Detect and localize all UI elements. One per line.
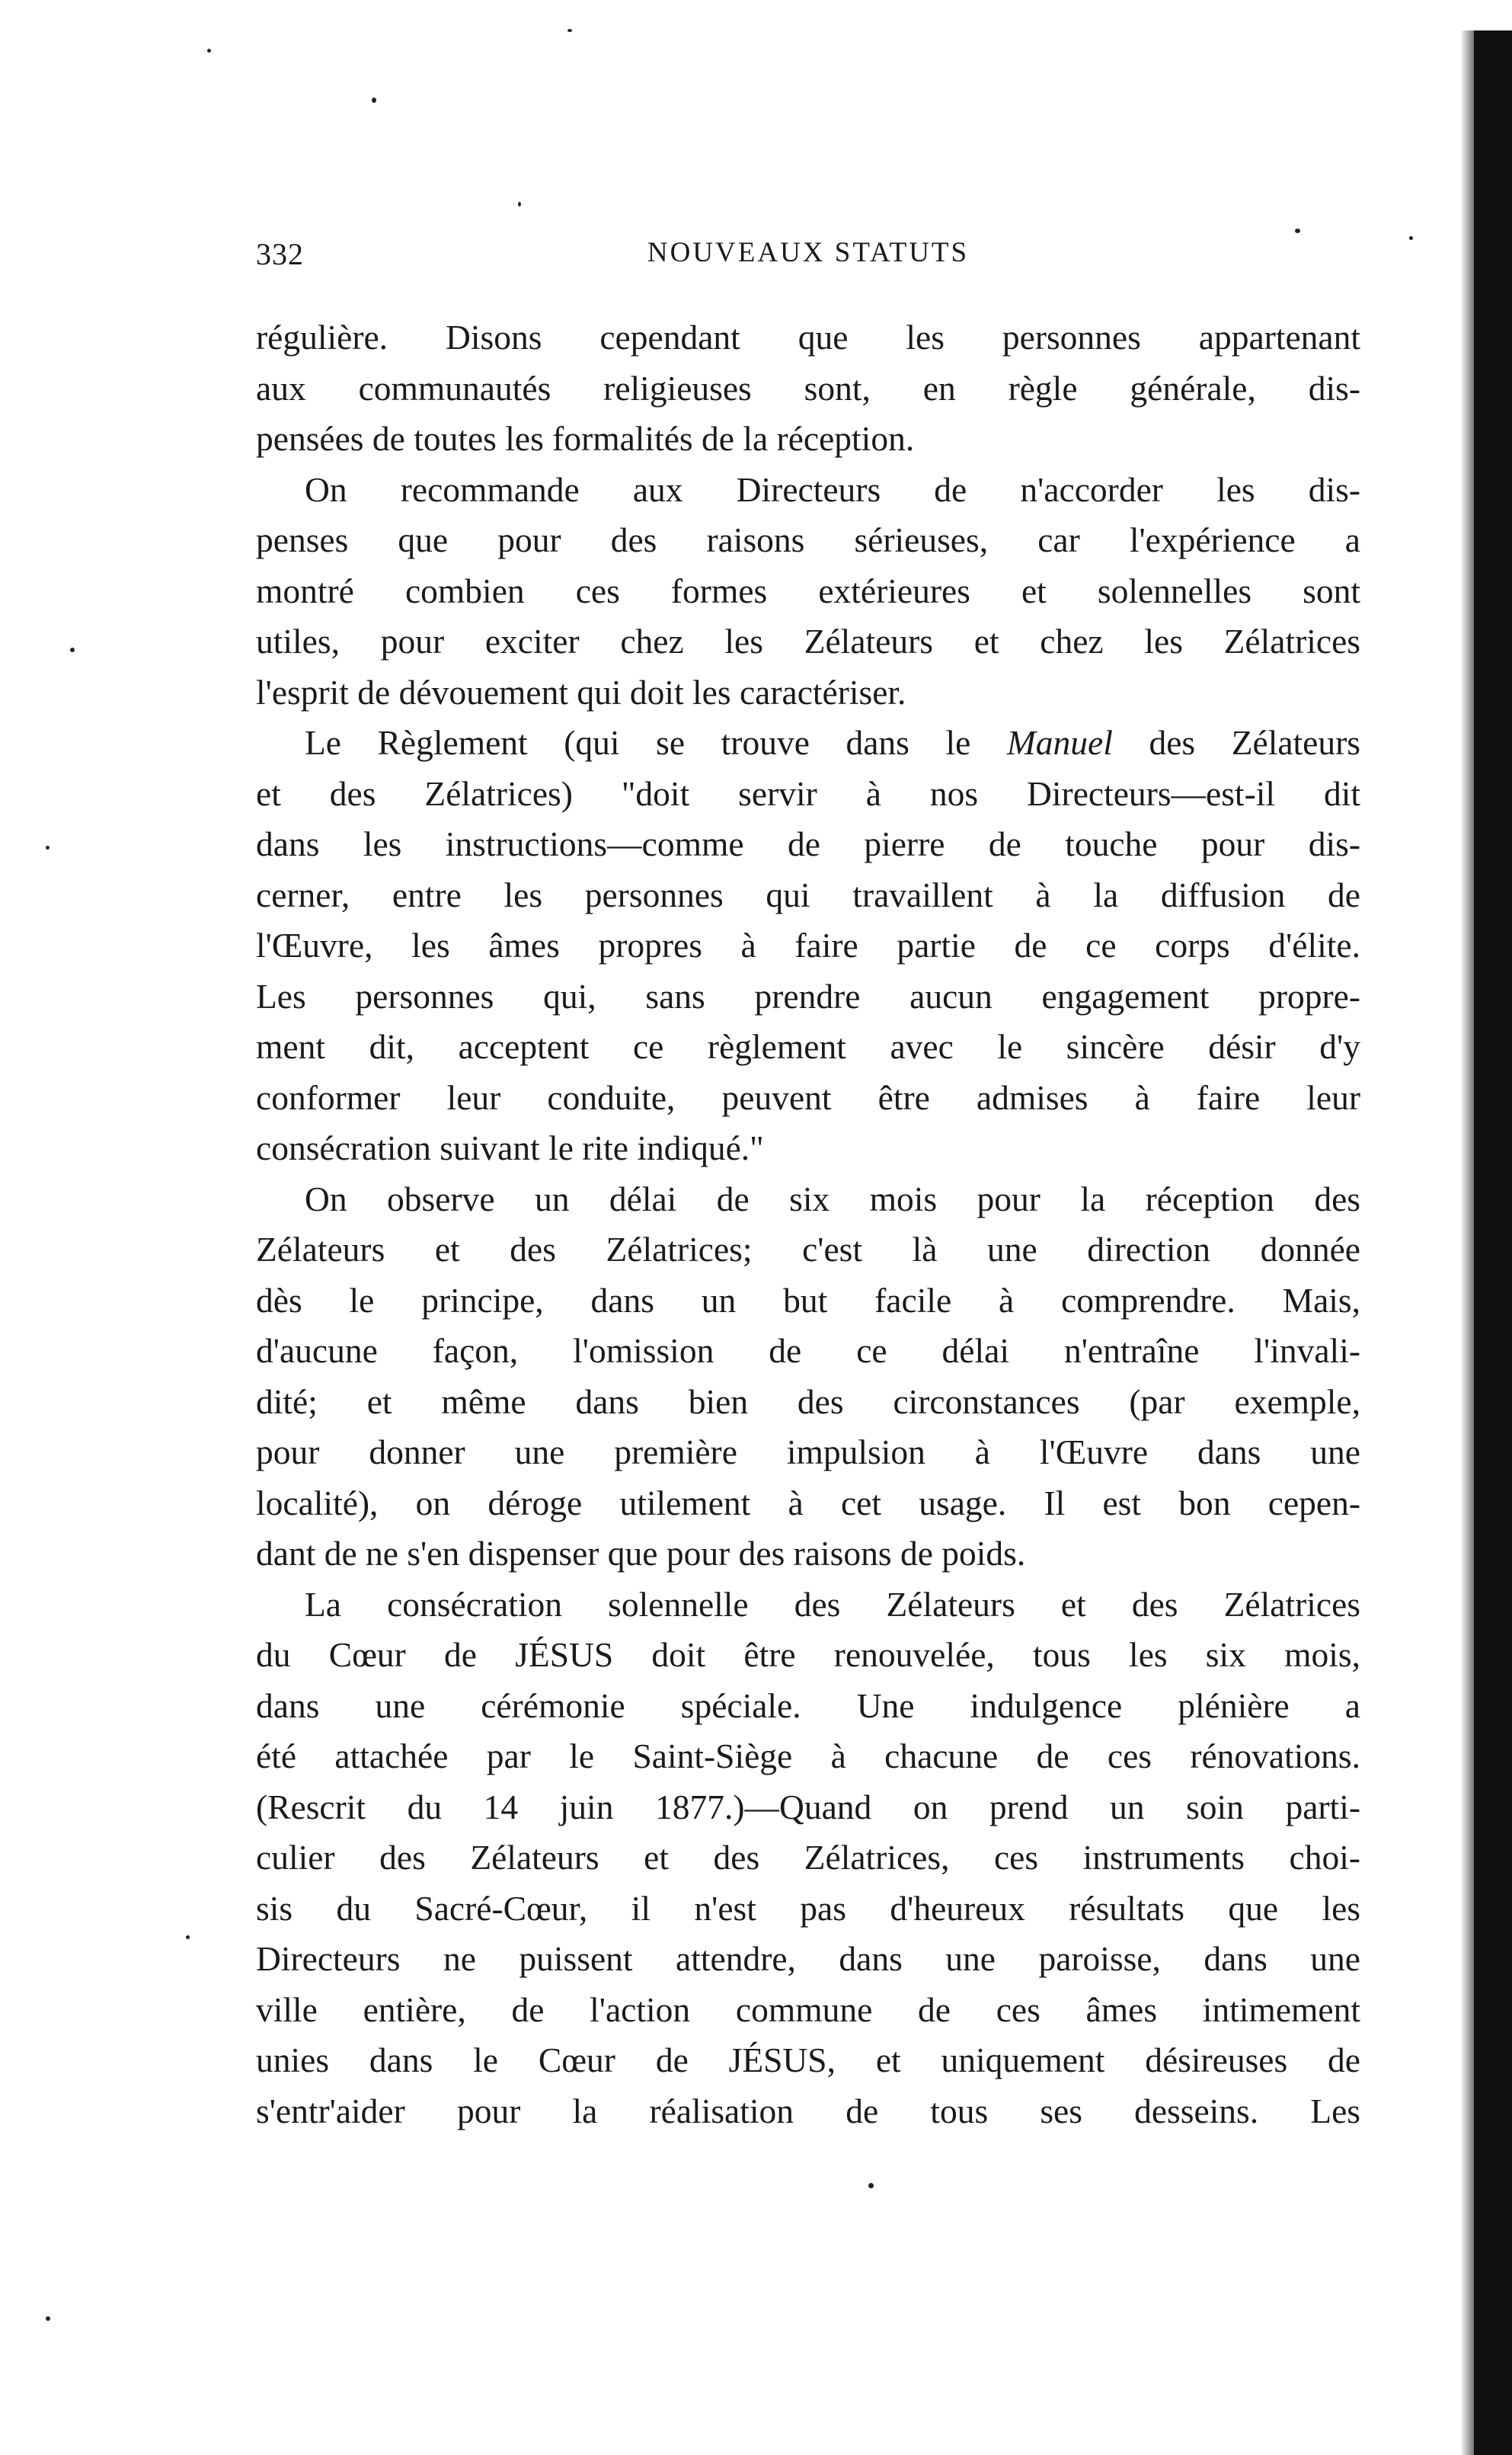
text-line: culier des Zélateurs et des Zélatrices, ces instruments choi- (256, 1838, 1360, 1877)
text-line: utiles, pour exciter chez les Zélateurs et chez les Zélatrices (256, 622, 1360, 661)
text-line: cerner, entre les personnes qui travaillent à la diffusion de (256, 875, 1360, 914)
text-line: été attachée par le Saint-Siège à chacune de ces rénovations. (256, 1736, 1360, 1775)
text-line: conformer leur conduite, peuvent être admises à faire leur (256, 1077, 1360, 1117)
scan-speck (207, 49, 211, 53)
text-line: Les personnes qui, sans prendre aucun engagement propre- (256, 976, 1360, 1016)
scan-shadow-edge (1474, 30, 1512, 2455)
page-header (256, 236, 1360, 282)
scan-speck (1295, 229, 1300, 233)
text-line: pensées de toutes les formalités de la réception. (256, 419, 915, 458)
text-line: On observe un délai de six mois pour la réception des (305, 1179, 1360, 1218)
text-line: Le Règlement (qui se trouve dans le Manuel des Zélateurs (305, 723, 1360, 762)
text-line: dans les instructions—comme de pierre de touche pour dis- (256, 824, 1360, 863)
text-line: l'esprit de dévouement qui doit les caractériser. (256, 672, 906, 712)
text-line: Directeurs ne puissent attendre, dans une paroisse, dans une (256, 1939, 1360, 1978)
text-line: ville entière, de l'action commune de ces âmes intimement (256, 1989, 1360, 2029)
scan-speck (868, 2183, 874, 2188)
text-line: aux communautés religieuses sont, en règle générale, dis- (256, 368, 1360, 408)
text-line: du Cœur de JÉSUS doit être renouvelée, tous les six mois, (256, 1635, 1360, 1674)
paragraph (256, 718, 1360, 1174)
paragraph (256, 465, 1360, 719)
text-line: On recommande aux Directeurs de n'accorder les dis- (305, 469, 1360, 509)
text-line: consécration suivant le rite indiqué." (256, 1128, 764, 1167)
text-line: s'entr'aider pour la réalisation de tous ses desseins. Les (256, 2091, 1360, 2130)
scan-speck (372, 98, 376, 103)
text-line: dès le principe, dans un but facile à comprendre. Mais, (256, 1280, 1360, 1320)
scan-speck (186, 1935, 190, 1939)
paragraph (256, 1174, 1360, 1580)
text-line: et des Zélatrices) "doit servir à nos Directeurs—est-il dit (256, 773, 1360, 813)
text-line: d'aucune façon, l'omission de ce délai n'entraîne l'invali- (256, 1331, 1360, 1370)
scan-speck (567, 29, 572, 32)
scan-speck (70, 648, 75, 652)
text-line: dité; et même dans bien des circonstances (par exemple, (256, 1381, 1360, 1421)
text-line: La consécration solennelle des Zélateurs et des Zélatrices (305, 1584, 1360, 1624)
text-line: dant de ne s'en dispenser que pour des raisons de poids. (256, 1534, 1026, 1573)
scan-speck (1409, 236, 1413, 240)
text-line: dans une cérémonie spéciale. Une indulgence plénière a (256, 1685, 1360, 1725)
text-line: l'Œuvre, les âmes propres à faire partie de ce corps d'élite. (256, 926, 1360, 965)
text-line: localité), on déroge utilement à cet usage. Il est bon cepen- (256, 1483, 1360, 1522)
text-line: ment dit, acceptent ce règlement avec le sincère désir d'y (256, 1027, 1360, 1066)
text-line: régulière. Disons cependant que les personnes appartenant (256, 318, 1360, 357)
text-line: sis du Sacré-Cœur, il n'est pas d'heureux résultats que les (256, 1888, 1360, 1928)
text-line: penses que pour des raisons sérieuses, car l'expérience a (256, 520, 1360, 559)
italic-title: Manuel (1006, 723, 1113, 762)
page-number: 332 (256, 237, 304, 271)
body-text (256, 312, 1360, 2137)
text-line: Zélateurs et des Zélatrices; c'est là une direction donnée (256, 1230, 1360, 1269)
paragraph (256, 1580, 1360, 2137)
running-head: NOUVEAUX STATUTS (647, 237, 970, 268)
paragraph (256, 312, 1360, 465)
scan-speck (46, 2316, 50, 2321)
text-line: montré combien ces formes extérieures et solennelles sont (256, 571, 1360, 610)
scan-speck (46, 846, 50, 850)
scan-speck (518, 202, 521, 206)
text-line: pour donner une première impulsion à l'Œuvre dans une (256, 1432, 1360, 1471)
text-line: unies dans le Cœur de JÉSUS, et uniquement désireuses de (256, 2040, 1360, 2079)
text-line: (Rescrit du 14 juin 1877.)—Quand on prend un soin parti- (256, 1787, 1360, 1826)
